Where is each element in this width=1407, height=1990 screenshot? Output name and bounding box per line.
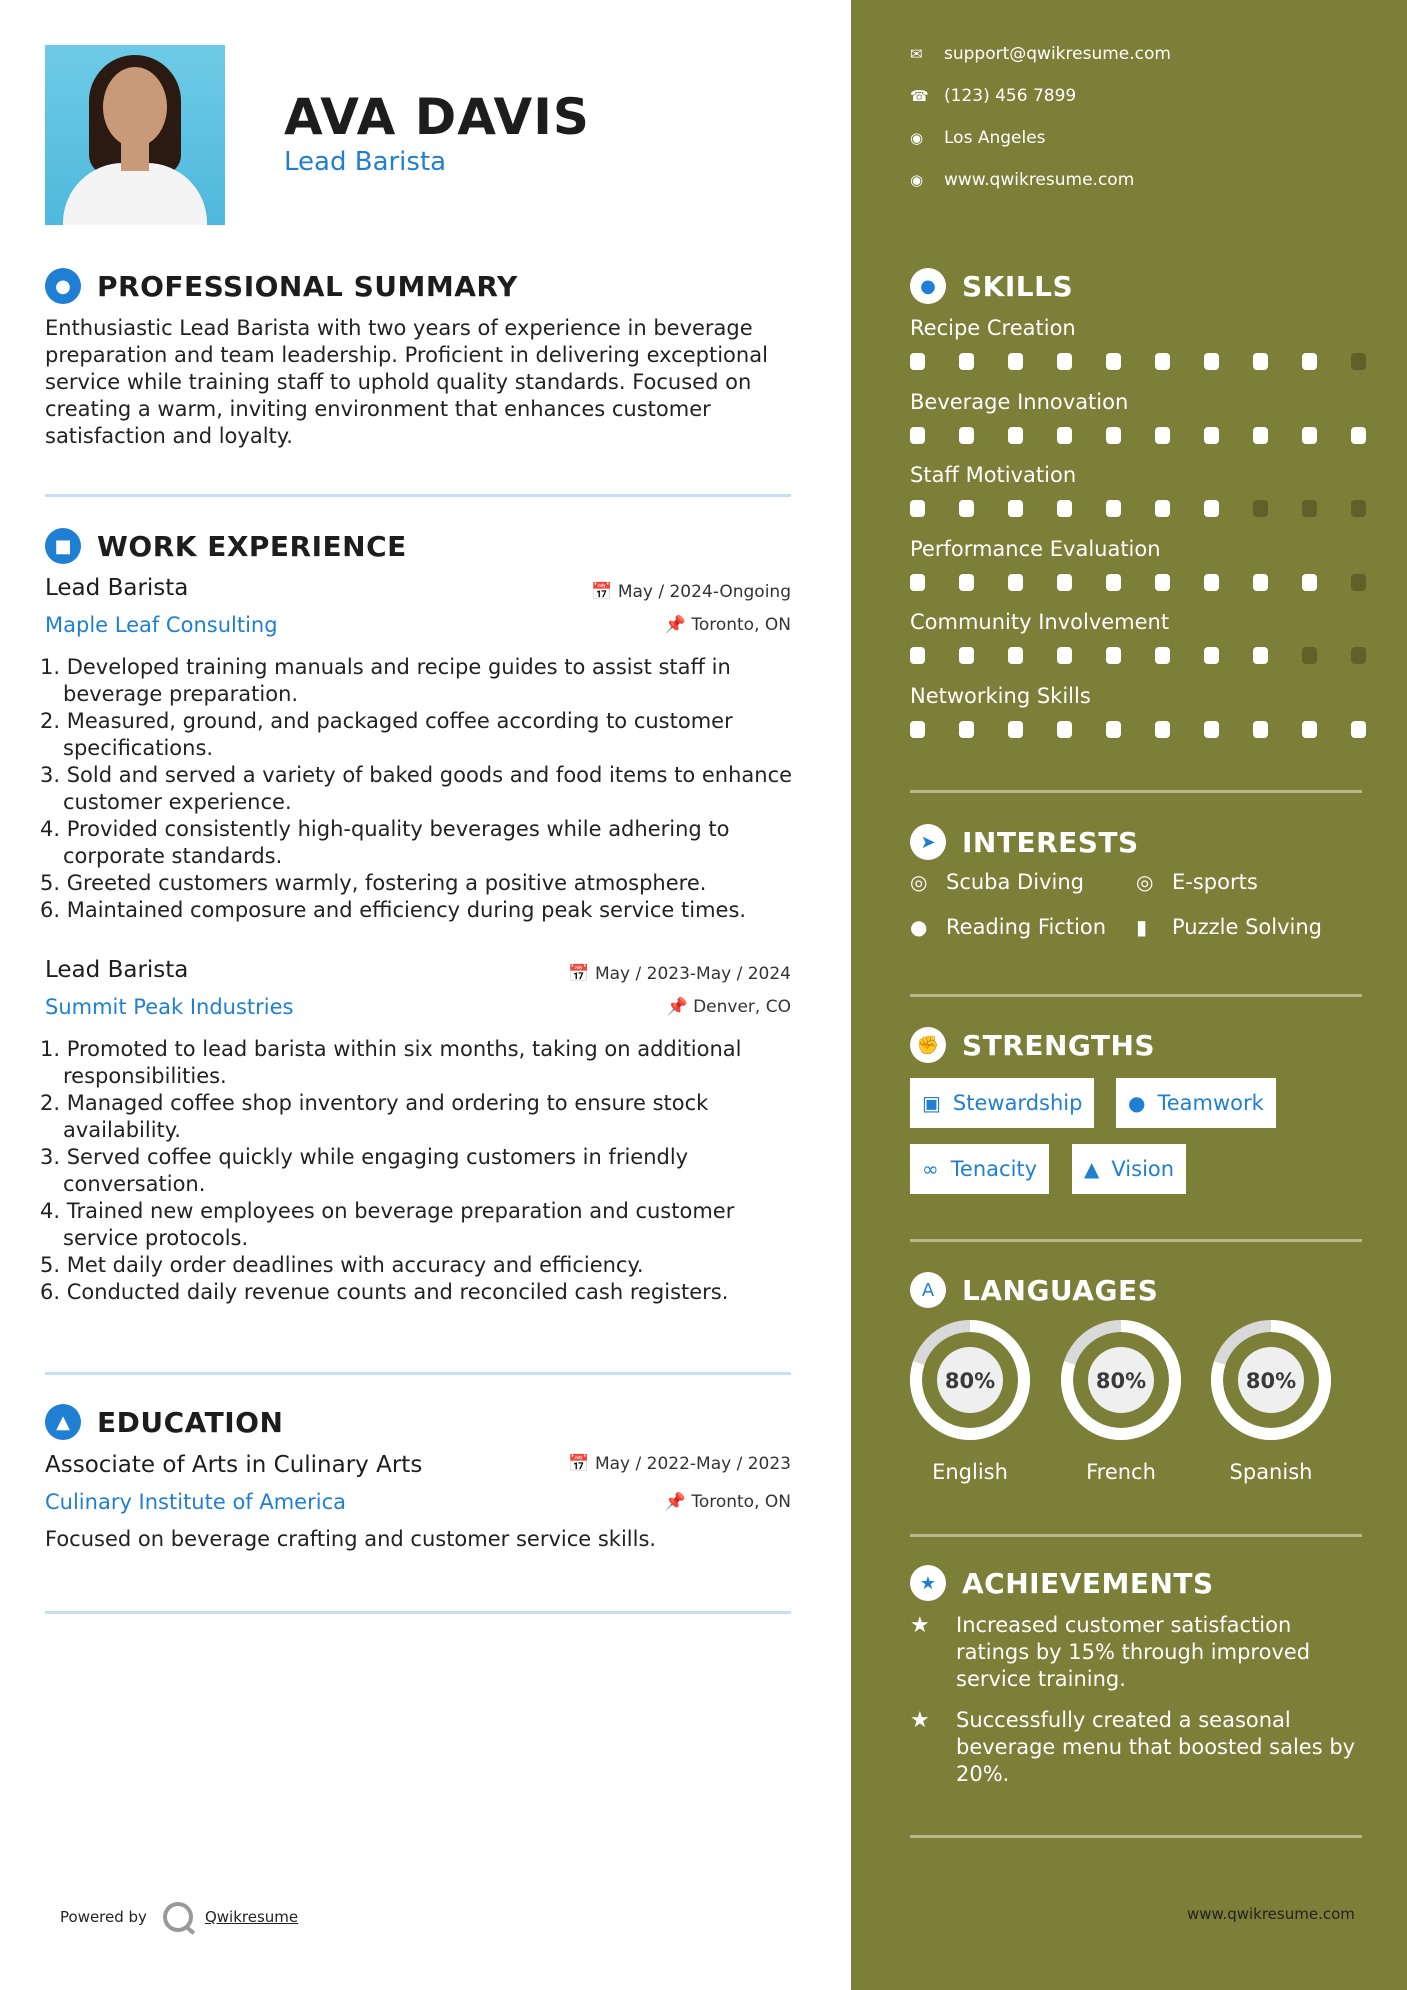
skill-dot (959, 574, 974, 591)
list-item: 6. Conducted daily revenue counts and reconciled cash registers. (40, 1280, 729, 1304)
translate-icon: A (910, 1272, 946, 1308)
skill-dot (1351, 647, 1366, 664)
skill-dot (1204, 647, 1219, 664)
skill-dot (1351, 353, 1366, 370)
skill-dot (1155, 574, 1170, 591)
skill-dot (1106, 574, 1121, 591)
skill-level-dots (910, 427, 1366, 444)
language-ring (1059, 1318, 1183, 1442)
language-name: English (932, 1460, 1008, 1484)
skill-dot (1351, 574, 1366, 591)
list-item: 3. Sold and served a variety of baked goods and food items to enhance customer experience. (40, 763, 793, 814)
interest-item: ◎ E-sports (1136, 870, 1258, 894)
language-item (908, 1318, 1032, 1484)
binoculars-icon: ▲ (1084, 1157, 1100, 1181)
job-company: Summit Peak Industries (45, 995, 294, 1019)
job-date: 📅 May / 2024-Ongoing (591, 582, 791, 602)
skill-dot (1057, 574, 1072, 591)
divider (45, 1372, 791, 1375)
contact-phone[interactable]: ☎ (123) 456 7899 (910, 86, 1077, 106)
link-icon: ∞ (922, 1157, 939, 1181)
briefcase-icon: ▣ (922, 1091, 941, 1115)
lifebuoy-icon: ◎ (1136, 870, 1154, 894)
skill-dot (1155, 427, 1170, 444)
interests-heading: ➤ INTERESTS (910, 824, 1139, 860)
paper-plane-icon: ➤ (910, 824, 946, 860)
language-name: French (1086, 1460, 1156, 1484)
interest-item: ◎ Scuba Diving (910, 870, 1084, 894)
achievements-heading: ★ ACHIEVEMENTS (910, 1565, 1214, 1601)
skill-level-dots (910, 721, 1366, 738)
skill-dot (1253, 353, 1268, 370)
user-icon: ● (45, 268, 81, 304)
job-location: 📌 Denver, CO (666, 997, 791, 1017)
job-company: Maple Leaf Consulting (45, 613, 278, 637)
language-percent: 80% (944, 1369, 996, 1393)
briefcase-chair-icon: ■ (45, 528, 81, 564)
skill-dot (959, 353, 974, 370)
experience-heading: ■ WORK EXPERIENCE (45, 528, 407, 564)
skill-dot (1302, 721, 1317, 738)
skill-level-dots (910, 574, 1366, 591)
list-item: 5. Greeted customers warmly, fostering a positive atmosphere. (40, 871, 707, 895)
skill-dot (959, 721, 974, 738)
education-heading: ▲ EDUCATION (45, 1404, 283, 1440)
map-pin-icon: ◉ (910, 129, 924, 147)
divider (45, 1611, 791, 1614)
achievement-item: ★ Successfully created a seasonal beverage menu that boosted sales by 20%. (910, 1708, 1356, 1786)
list-item: 4. Trained new employees on beverage preparation and customer service protocols. (40, 1199, 735, 1250)
interest-item: ▮ Puzzle Solving (1136, 915, 1322, 939)
skill-dot (1008, 500, 1023, 517)
divider (910, 1239, 1362, 1242)
skill-dot (910, 647, 925, 664)
skill-dot (1302, 427, 1317, 444)
skill-dot (1302, 647, 1317, 664)
skill-dot (1155, 353, 1170, 370)
list-item: 4. Provided consistently high-quality beverages while adhering to corporate standards. (40, 817, 730, 868)
job-location: 📌 Toronto, ON (664, 615, 791, 635)
strength-badge: ▣ Stewardship (910, 1078, 1094, 1128)
skill-dot (1351, 500, 1366, 517)
skill-level-dots (910, 353, 1366, 370)
skill-dot (1008, 574, 1023, 591)
strength-badge: ∞ Tenacity (910, 1144, 1049, 1194)
skill-dot (1302, 353, 1317, 370)
skill-dot (1302, 574, 1317, 591)
profile-photo (45, 45, 225, 225)
skill-dot (910, 574, 925, 591)
language-ring (1209, 1318, 1333, 1442)
language-ring (908, 1318, 1032, 1442)
skill-dot (1253, 500, 1268, 517)
skill-dot (1302, 500, 1317, 517)
lifebuoy-icon: ◎ (910, 870, 928, 894)
skill-dot (1204, 721, 1219, 738)
skill-dot (1008, 427, 1023, 444)
skill-dot (1106, 353, 1121, 370)
skill-dot (1253, 427, 1268, 444)
language-percent: 80% (1095, 1369, 1147, 1393)
strength-badge: ● Teamwork (1116, 1078, 1276, 1128)
skill-level-dots (910, 500, 1366, 517)
skill-dot (1106, 721, 1121, 738)
powered-by: Powered by Qwikresume (60, 1902, 298, 1932)
job-bullets (40, 1036, 800, 1306)
book-icon: ▮ (1136, 915, 1148, 939)
star-icon: ★ (910, 1565, 946, 1601)
envelope-icon: ✉ (910, 45, 923, 63)
footer-url[interactable]: www.qwikresume.com (1187, 1905, 1355, 1923)
job-date: 📅 May / 2023-May / 2024 (568, 964, 791, 984)
skill-name: Performance Evaluation (910, 536, 1161, 561)
skill-dot (1253, 721, 1268, 738)
qwikresume-link[interactable]: Qwikresume (204, 1908, 299, 1926)
interest-item: ● Reading Fiction (910, 915, 1107, 939)
skill-name: Beverage Innovation (910, 389, 1129, 414)
candidate-title: Lead Barista (284, 147, 447, 177)
skill-dot (910, 721, 925, 738)
contact-location: ◉ Los Angeles (910, 128, 1046, 148)
qwikresume-logo-icon (163, 1902, 193, 1932)
skill-dot (910, 427, 925, 444)
users-icon: ● (1128, 1091, 1146, 1115)
skill-dot (1155, 647, 1170, 664)
achievement-item: ★ Increased customer satisfaction ratings by 15% through improved service training. (910, 1613, 1311, 1691)
graduation-cap-icon: ▲ (45, 1404, 81, 1440)
language-item (1059, 1318, 1183, 1484)
divider (910, 1534, 1362, 1537)
list-item: 5. Met daily order deadlines with accuracy and efficiency. (40, 1253, 644, 1277)
divider (910, 790, 1362, 793)
skill-dot (959, 500, 974, 517)
skill-dot (1008, 353, 1023, 370)
skill-dot (1204, 500, 1219, 517)
skill-dot (1155, 500, 1170, 517)
skill-dot (1351, 427, 1366, 444)
skill-name: Networking Skills (910, 683, 1091, 708)
skill-dot (1351, 721, 1366, 738)
list-item: 1. Promoted to lead barista within six months, taking on additional responsibilities. (40, 1037, 742, 1088)
gamepad-icon: ● (910, 915, 928, 939)
languages-heading: A LANGUAGES (910, 1272, 1158, 1308)
skill-dot (1106, 427, 1121, 444)
skill-name: Staff Motivation (910, 463, 1077, 487)
contact-website[interactable]: ◉ www.qwikresume.com (910, 170, 1135, 190)
skill-name: Recipe Creation (910, 316, 1076, 340)
skill-dot (1057, 647, 1072, 664)
contact-email[interactable]: ✉ support@qwikresume.com (910, 44, 1171, 64)
education-description: Focused on beverage crafting and customer service skills. (45, 1527, 657, 1551)
skill-dot (910, 500, 925, 517)
divider (45, 494, 791, 497)
divider (910, 994, 1362, 997)
list-item: 3. Served coffee quickly while engaging customers in friendly conversation. (40, 1145, 689, 1196)
fist-icon: ✊ (910, 1027, 946, 1063)
skill-dot (1204, 353, 1219, 370)
list-item: 2. Managed coffee shop inventory and ordering to ensure stock availability. (40, 1091, 709, 1142)
skill-dot (1008, 721, 1023, 738)
education-date: 📅 May / 2022-May / 2023 (568, 1454, 791, 1474)
skills-heading: ● SKILLS (910, 268, 1073, 304)
skill-dot (1057, 721, 1072, 738)
summary-heading: ● PROFESSIONAL SUMMARY (45, 268, 518, 304)
list-item: 1. Developed training manuals and recipe guides to assist staff in beverage preparation. (40, 655, 731, 706)
degree: Associate of Arts in Culinary Arts (45, 1452, 423, 1478)
skill-dot (1204, 427, 1219, 444)
skill-dot (1057, 427, 1072, 444)
summary-text: Enthusiastic Lead Barista with two years of experience in beverage preparation and team leadership. Proficient in delivering exceptional service while training staff to uphold quality standards. Focused on creating a warm, inviting environment that enhances customer satisfaction and loyalty. (45, 316, 768, 448)
language-name: Spanish (1229, 1460, 1313, 1484)
candidate-name: AVA DAVIS (284, 88, 590, 146)
strength-badge: ▲ Vision (1072, 1144, 1186, 1194)
skill-dot (1155, 721, 1170, 738)
education-location: 📌 Toronto, ON (664, 1492, 791, 1512)
skill-dot (1057, 500, 1072, 517)
job-bullets (40, 654, 800, 924)
skill-dot (1204, 574, 1219, 591)
skill-dot (959, 427, 974, 444)
job-title: Lead Barista (45, 575, 189, 601)
skill-dot (1253, 647, 1268, 664)
phone-icon: ☎ (910, 87, 929, 105)
divider (910, 1835, 1362, 1838)
lightbulb-icon: ● (910, 268, 946, 304)
skill-dot (1057, 353, 1072, 370)
language-item (1209, 1318, 1333, 1484)
skill-name: Community Involvement (910, 610, 1170, 634)
skill-dot (1008, 647, 1023, 664)
list-item: 2. Measured, ground, and packaged coffee according to customer specifications. (40, 709, 733, 760)
skill-dot (1106, 647, 1121, 664)
skill-dot (959, 647, 974, 664)
strengths-heading: ✊ STRENGTHS (910, 1027, 1155, 1063)
school: Culinary Institute of America (45, 1490, 346, 1514)
shooting-star-icon: ★ (910, 1708, 930, 1733)
skill-dot (1253, 574, 1268, 591)
skill-dot (910, 353, 925, 370)
language-percent: 80% (1245, 1369, 1297, 1393)
shooting-star-icon: ★ (910, 1613, 930, 1638)
globe-icon: ◉ (910, 171, 924, 189)
skill-dot (1106, 500, 1121, 517)
list-item: 6. Maintained composure and efficiency during peak service times. (40, 898, 747, 922)
job-title: Lead Barista (45, 957, 189, 983)
skill-level-dots (910, 647, 1366, 664)
